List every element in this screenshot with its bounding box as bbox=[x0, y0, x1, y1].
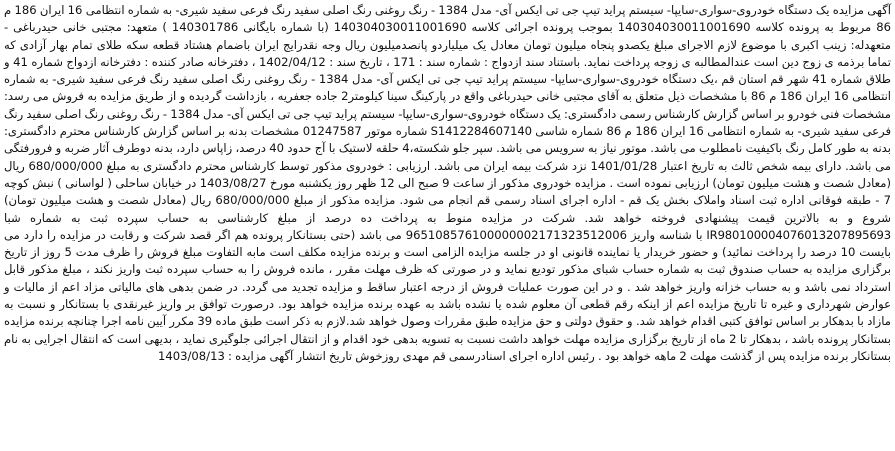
notice-body-text: آگهی مزایده یک دستگاه خودروی-سواری-سایپا- سیستم پراید تیپ جی تی ایکس آی- مدل 1384 - رنگ روغنی رنگ اصلی سفید رنگ فرعی سفید شیری- به شماره انتظامی 16 ایران 186 م 86 مربوط به پرونده کلاسه 140304030011001690 بموجب پرونده اجرائی کلاسه 140304030011001690 (با شماره بایگانی 140301786 ) متعهد: مجتبی خانی حیدرباغی - متعهدله: زینب اکبری با موضوع لازم الاجرای مبلغ یکصدو پنجاه میلیون تومان معادل یک میلیاردو پانصدمیلیون ریال وجه نقدرایج ایران باضمام هشتاد قطعه سکه طلای تمام بهار آزادی که تماما برذمه ی زوج دین است عندالمطالبه ی زوجه پرداخت نماید. باستناد سند ازدواج : شماره سند : 171 ، تاریخ سند : 1402/04/12 ، دفترخانه صادر کننده : دفترخانه ازدواج شماره 41 و طلاق شماره 41 شهر قم استان قم ،یک دستگاه خودروی-سواری-سایپا- سیستم پراید تیپ جی تی ایکس آی- مدل 1384 - رنگ روغنی رنگ اصلی سفید رنگ فرعی سفید شیری- به شماره انتظامی 16 ایران 186 م 86 با مشخصات ذیل متعلق به آقای مجتبی خانی حیدرباغی واقع در پارکینگ سینا کیلومتر2 جاده جعفریه ، بازداشت گردیده و از طریق مزایده به فروش می رسد: مشخصات فنی خودرو بر اساس گزارش کارشناس رسمی دادگستری: یک دستگاه خودروی-سواری-سایپا- سیستم پراید تیپ جی تی ایکس آی- مدل 1384 - رنگ روغنی رنگ اصلی سفید رنگ فرعی سفید شیری- به شماره انتظامی 16 ایران 186 م 86 شماره شاسی S1412284607140 شماره موتور 01247587 مشخصات بدنه بر اساس گزارش کارشناس محترم دادگستری: بدنه به طور کامل رنگ باکیفیت نامطلوب می باشد. موتور نیاز به سرویس می باشد. سپر جلو شکسته،4 حلقه لاستیک با آج حدود 40 درصد، زاپاس دارد، بدنه دوطرف آثار ضربه و فرورفتگی می باشد. دارای بیمه شخص ثالث به تاریخ اعتبار 1401/01/28 نزد شرکت بیمه ایران می باشد. ارزیابی : خودروی مذکور توسط کارشناس محترم دادگستری به مبلغ 680/000/000 ریال (معادل شصت و هشت میلیون تومان) ارزیابی نموده است . مزایده خودروی مذکور از ساعت 9 صبح الی 12 ظهر روز یکشنبه مورخ 1403/08/27 در خیابان ساحلی ( لواسانی ) نبش کوچه 7 - طبقه فوقانی اداره ثبت اسناد واملاک بخش یک قم - اداره اجرای اسناد رسمی قم انجام می شود. مزایده مذکور از مبلغ 680/000/000 ریال (معادل شصت و هشت میلیون تومان) شروع و به بالاترین قیمت پیشنهادی فروخته خواهد شد. شرکت در مزایده منوط به پرداخت ده درصد از مبلغ کارشناسی به حساب سپرده ثبت به شماره شبا IR980100004076013207895693 با شناسه واریز 965108576100000002171323512006 می باشد (حتی بستانکار پرونده هم اگر قصد شرکت و رقابت در مزایده را دارد می بایست 10 درصد را پرداخت نمائید) و حضور خریدار یا نماینده قانونی او در جلسه مزایده الزامی است و برنده مزایده مکلف است مابه التفاوت مبلغ فروش را ظرف مدت 5 روز از تاریخ برگزاری مزایده به حساب صندوق ثبت به شماره حساب شبای مذکور تودیع نماید و در صورتی که ظرف مهلت مقرر ، مانده فروش را به حساب سپرده ثبت واریز نکند ، مبلغ مذکور قابل استرداد نمی باشد و به حساب خزانه واریز خواهد شد . و در این صورت عملیات فروش از درجه اعتبار ساقط و مزایده تجدید می گردد. در ضمن بدهی های مالیاتی مزاد اعم از مالیات و عوارض شهرداری و غیره تا تاریخ مزایده اعم از اینکه رقم قطعی آن معلوم شده یا نشده باشد به عهده برنده مزایده خواهد بود. درصورت توافق بر واریز غیرنقدی با بستانکار و نسبت به مازاد با بدهکار بر اساس توافق کتبی اقدام خواهد شد. و حقوق دولتی و حق مزایده طبق مقررات وصول خواهد شد.لازم به ذکر است طبق ماده 39 مکرر آیین نامه اجرا چنانچه برنده مزایده بستانکار پرونده باشد ، بدهکار تا 2 ماه از تاریخ برگزاری مزایده مهلت خواهد داشت نسبت به تسویه بدهی خود اقدام و از انتقال اجرائی جلوگیری نماید ، بدیهی است که انتقال اجرایی به نام بستانکار برنده مزایده پس از گذشت مهلت 2 ماهه خواهد بود . رئیس اداره اجرای اسنادرسمی قم مهدی روزخوش تاریخ انتشار آگهی مزایده : 1403/08/13 bbox=[4, 3, 892, 363]
